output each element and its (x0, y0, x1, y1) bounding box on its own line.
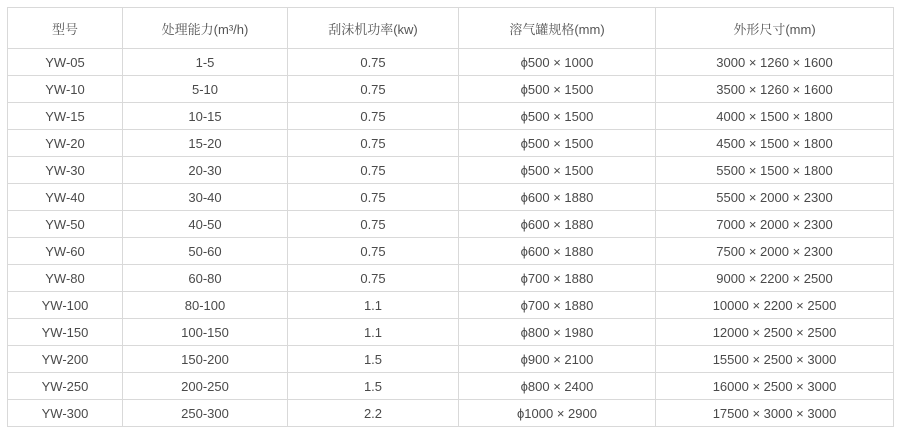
header-row (8, 8, 894, 49)
cell-capacity: 20-30 (123, 157, 288, 184)
cell-scraper_power: 0.75 (288, 49, 459, 76)
cell-model: YW-50 (8, 211, 123, 238)
cell-tank_spec: ϕ700 × 1880 (459, 265, 656, 292)
cell-model: YW-30 (8, 157, 123, 184)
cell-tank_spec: ϕ1000 × 2900 (459, 400, 656, 427)
cell-scraper_power: 1.1 (288, 292, 459, 319)
column-header-dimensions: 外形尺寸(mm) (656, 8, 894, 49)
column-header-tank_spec: 溶气罐规格(mm) (459, 8, 656, 49)
cell-model: YW-200 (8, 346, 123, 373)
cell-tank_spec: ϕ800 × 1980 (459, 319, 656, 346)
cell-capacity: 10-15 (123, 103, 288, 130)
column-header-capacity: 处理能力(m³/h) (123, 8, 288, 49)
cell-dimensions: 3000 × 1260 × 1600 (656, 49, 894, 76)
cell-tank_spec: ϕ500 × 1500 (459, 130, 656, 157)
cell-model: YW-80 (8, 265, 123, 292)
table-row (8, 292, 894, 319)
table-row (8, 265, 894, 292)
cell-capacity: 200-250 (123, 373, 288, 400)
cell-capacity: 40-50 (123, 211, 288, 238)
table-body (8, 49, 894, 427)
table-row (8, 319, 894, 346)
cell-dimensions: 16000 × 2500 × 3000 (656, 373, 894, 400)
cell-dimensions: 3500 × 1260 × 1600 (656, 76, 894, 103)
cell-model: YW-40 (8, 184, 123, 211)
cell-scraper_power: 1.1 (288, 319, 459, 346)
cell-dimensions: 15500 × 2500 × 3000 (656, 346, 894, 373)
cell-model: YW-300 (8, 400, 123, 427)
cell-dimensions: 5500 × 2000 × 2300 (656, 184, 894, 211)
cell-tank_spec: ϕ700 × 1880 (459, 292, 656, 319)
cell-model: YW-20 (8, 130, 123, 157)
cell-capacity: 100-150 (123, 319, 288, 346)
cell-dimensions: 10000 × 2200 × 2500 (656, 292, 894, 319)
table-row (8, 103, 894, 130)
cell-tank_spec: ϕ500 × 1500 (459, 157, 656, 184)
cell-capacity: 15-20 (123, 130, 288, 157)
cell-scraper_power: 2.2 (288, 400, 459, 427)
cell-tank_spec: ϕ600 × 1880 (459, 238, 656, 265)
cell-scraper_power: 1.5 (288, 346, 459, 373)
table-row (8, 400, 894, 427)
table-row (8, 184, 894, 211)
table-row (8, 76, 894, 103)
cell-tank_spec: ϕ500 × 1500 (459, 76, 656, 103)
cell-scraper_power: 0.75 (288, 238, 459, 265)
cell-tank_spec: ϕ500 × 1500 (459, 103, 656, 130)
cell-tank_spec: ϕ800 × 2400 (459, 373, 656, 400)
cell-tank_spec: ϕ600 × 1880 (459, 184, 656, 211)
spec-table (7, 7, 894, 427)
cell-scraper_power: 0.75 (288, 184, 459, 211)
cell-tank_spec: ϕ900 × 2100 (459, 346, 656, 373)
cell-model: YW-60 (8, 238, 123, 265)
cell-tank_spec: ϕ600 × 1880 (459, 211, 656, 238)
cell-dimensions: 4000 × 1500 × 1800 (656, 103, 894, 130)
cell-model: YW-05 (8, 49, 123, 76)
cell-dimensions: 5500 × 1500 × 1800 (656, 157, 894, 184)
table-row (8, 211, 894, 238)
cell-scraper_power: 0.75 (288, 157, 459, 184)
cell-dimensions: 7500 × 2000 × 2300 (656, 238, 894, 265)
column-header-model: 型号 (8, 8, 123, 49)
cell-scraper_power: 0.75 (288, 130, 459, 157)
cell-dimensions: 17500 × 3000 × 3000 (656, 400, 894, 427)
cell-model: YW-150 (8, 319, 123, 346)
cell-model: YW-10 (8, 76, 123, 103)
cell-scraper_power: 0.75 (288, 76, 459, 103)
cell-scraper_power: 0.75 (288, 265, 459, 292)
cell-scraper_power: 0.75 (288, 103, 459, 130)
cell-capacity: 1-5 (123, 49, 288, 76)
table-row (8, 130, 894, 157)
table-row (8, 238, 894, 265)
cell-capacity: 80-100 (123, 292, 288, 319)
cell-dimensions: 9000 × 2200 × 2500 (656, 265, 894, 292)
cell-capacity: 150-200 (123, 346, 288, 373)
cell-model: YW-15 (8, 103, 123, 130)
table-row (8, 157, 894, 184)
cell-dimensions: 7000 × 2000 × 2300 (656, 211, 894, 238)
cell-model: YW-250 (8, 373, 123, 400)
cell-scraper_power: 0.75 (288, 211, 459, 238)
cell-capacity: 30-40 (123, 184, 288, 211)
table-row (8, 49, 894, 76)
table-row (8, 346, 894, 373)
cell-scraper_power: 1.5 (288, 373, 459, 400)
cell-dimensions: 4500 × 1500 × 1800 (656, 130, 894, 157)
table-row (8, 373, 894, 400)
cell-capacity: 60-80 (123, 265, 288, 292)
cell-capacity: 250-300 (123, 400, 288, 427)
cell-capacity: 5-10 (123, 76, 288, 103)
cell-tank_spec: ϕ500 × 1000 (459, 49, 656, 76)
cell-capacity: 50-60 (123, 238, 288, 265)
cell-dimensions: 12000 × 2500 × 2500 (656, 319, 894, 346)
cell-model: YW-100 (8, 292, 123, 319)
column-header-scraper_power: 刮沫机功率(kw) (288, 8, 459, 49)
